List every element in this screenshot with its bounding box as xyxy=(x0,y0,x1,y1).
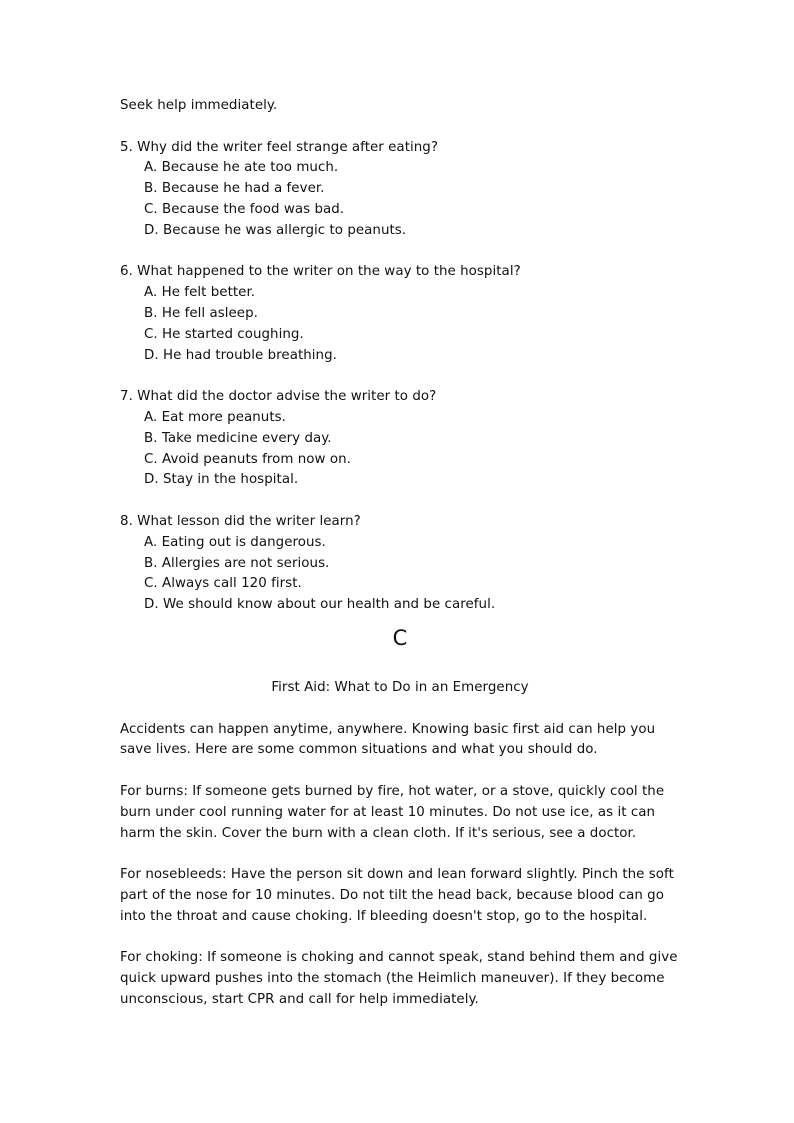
option-list xyxy=(120,283,680,366)
option-d: D. He had trouble breathing. xyxy=(144,347,337,363)
question-prompt: 5. Why did the writer feel strange after eating? xyxy=(120,139,439,155)
article-paragraph-burns: For burns: If someone gets burned by fire, hot water, or a stove, quickly cool the burn under cool running water for at least 10 minutes. Do not use ice, as it can harm the skin. Cover the burn with a clean cloth. If it's serious, see a doctor. xyxy=(120,783,665,841)
question-prompt: 7. What did the doctor advise the writer to do? xyxy=(120,389,437,405)
option-b: B. Take medicine every day. xyxy=(144,430,332,446)
question-prompt: 8. What lesson did the writer learn? xyxy=(120,513,361,529)
question-block-8 xyxy=(120,512,680,616)
option-list xyxy=(120,158,680,241)
option-d: D. Stay in the hospital. xyxy=(144,472,299,488)
option-list xyxy=(120,408,680,491)
article-paragraph-choking: For choking: If someone is choking and cannot speak, stand behind them and give quick upward pushes into the stomach (the Heimlich maneuver). If they become unconscious, start CPR and call for help immediately. xyxy=(120,950,678,1007)
spacer xyxy=(120,117,680,138)
option-c: C. He started coughing. xyxy=(144,326,304,342)
option-c: C. Avoid peanuts from now on. xyxy=(144,451,351,467)
section-letter: C xyxy=(392,625,408,650)
option-a: A. He felt better. xyxy=(144,285,256,301)
spacer xyxy=(120,242,680,263)
spacer xyxy=(120,491,680,512)
option-a: A. Eating out is dangerous. xyxy=(144,534,326,550)
option-d: D. We should know about our health and be careful. xyxy=(144,597,496,613)
option-b: B. Allergies are not serious. xyxy=(144,555,330,571)
article-paragraph-nosebleeds: For nosebleeds: Have the person sit down and lean forward slightly. Pinch the soft part of the nose for 10 minutes. Do not tilt the head back, because blood can go into the throat and cause choking. If bleeding doesn't stop, go to the hospital. xyxy=(120,867,674,924)
question-block-5 xyxy=(120,138,680,242)
question-prompt: 6. What happened to the writer on the way to the hospital? xyxy=(120,264,521,280)
document-page xyxy=(120,96,680,1031)
option-a: A. Because he ate too much. xyxy=(144,160,339,176)
option-a: A. Eat more peanuts. xyxy=(144,409,286,425)
question-block-7 xyxy=(120,387,680,491)
article-paragraph-intro: Accidents can happen anytime, anywhere. Knowing basic first aid can help you save lives. Here are some common situations and what you should do. xyxy=(120,721,656,758)
option-c: C. Because the food was bad. xyxy=(144,201,345,217)
spacer xyxy=(120,366,680,387)
option-c: C. Always call 120 first. xyxy=(144,576,302,592)
option-list xyxy=(120,533,680,616)
option-b: B. He fell asleep. xyxy=(144,305,258,321)
question-block-6 xyxy=(120,262,680,366)
option-d: D. Because he was allergic to peanuts. xyxy=(144,222,407,238)
intro-line: Seek help immediately. xyxy=(120,98,278,113)
article-title: First Aid: What to Do in an Emergency xyxy=(271,679,529,695)
option-b: B. Because he had a fever. xyxy=(144,181,325,197)
